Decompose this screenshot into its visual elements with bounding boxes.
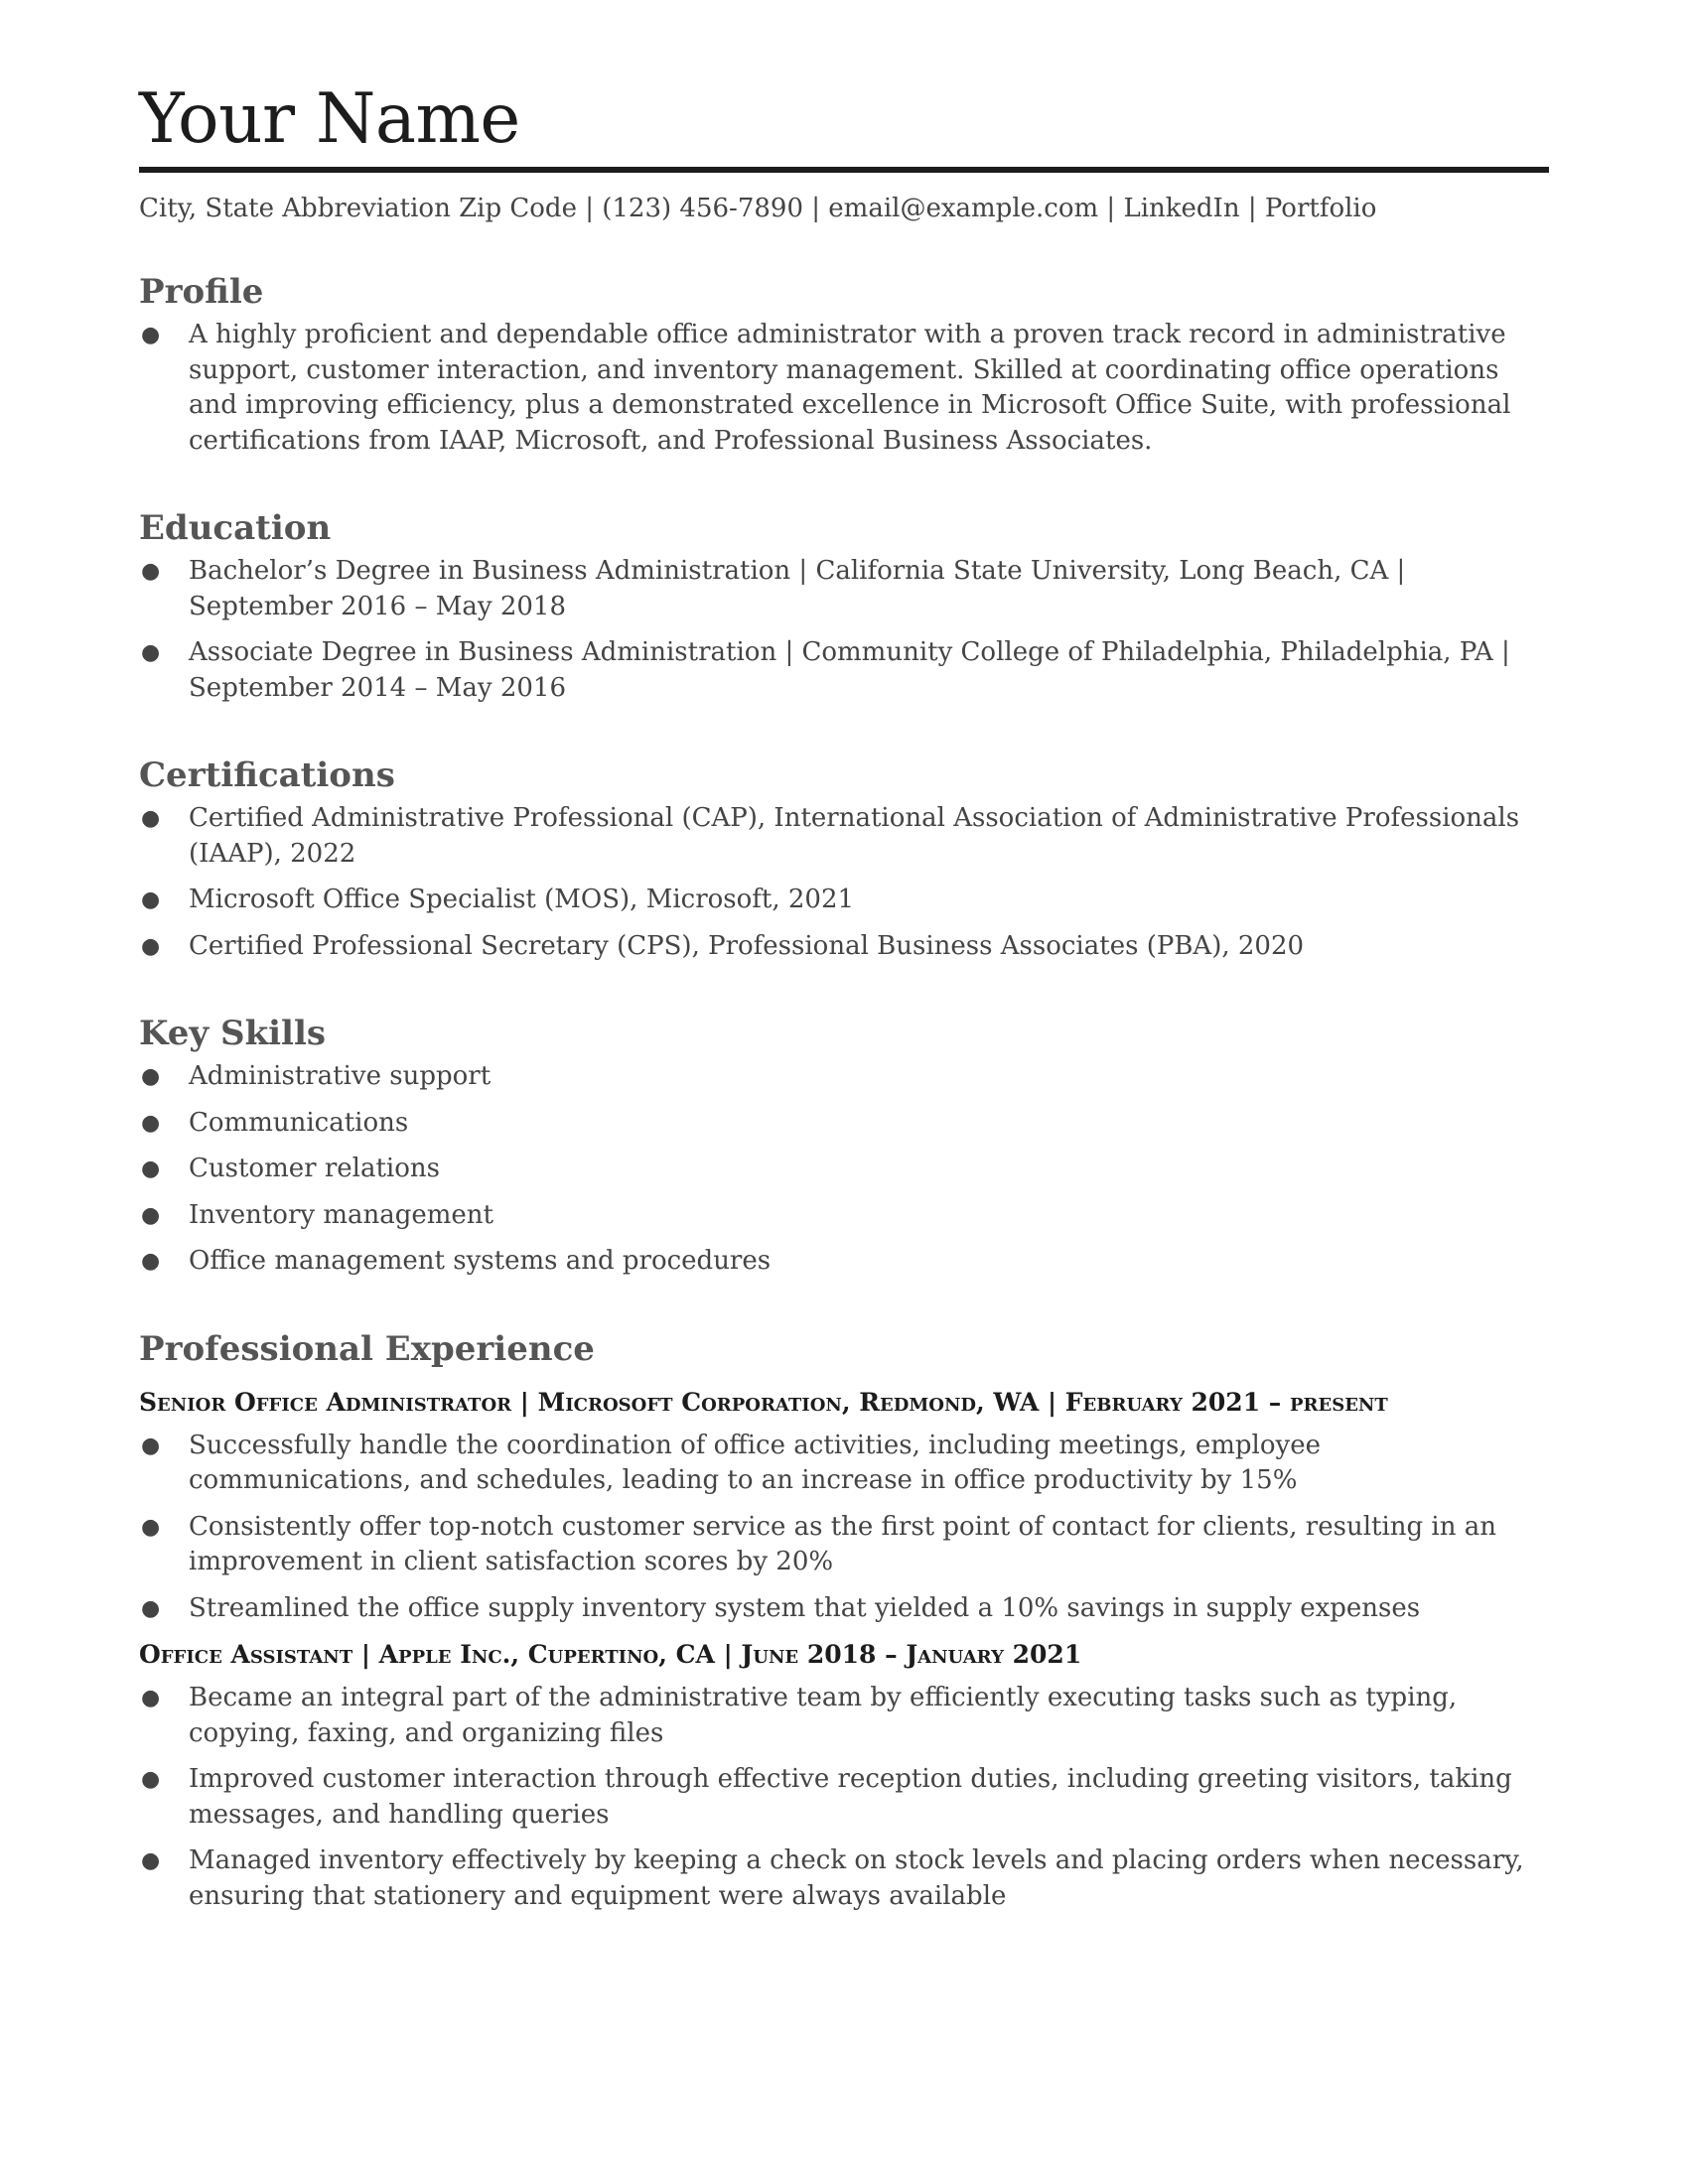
list-item-text: Associate Degree in Business Administration | Community College of Philadelphia, Philadelphia, PA | September 2014 – May 2016 [189, 637, 1510, 703]
job-heading: Office Assistant | Apple Inc., Cupertino, CA | June 2018 – January 2021 [139, 1640, 1082, 1669]
list-item-text: Successfully handle the coordination of office activities, including meetings, employee communications, and schedules, leading to an increase in office productivity by 15% [189, 1430, 1321, 1495]
bullet-icon: ● [141, 1595, 161, 1621]
list-item [139, 1152, 1549, 1187]
section-title-education: Education [139, 508, 332, 548]
education-list [139, 554, 1549, 706]
list-item [139, 1106, 1549, 1142]
bullet-icon: ● [141, 1110, 161, 1136]
skills-list [139, 1059, 1549, 1280]
experience-section [139, 1327, 1549, 1915]
bullet-icon: ● [141, 1848, 161, 1873]
list-item [139, 801, 1549, 872]
profile-section [139, 270, 1549, 459]
list-item-text: Customer relations [189, 1154, 440, 1183]
section-title-profile: Profile [139, 272, 264, 312]
bullet-icon: ● [141, 1064, 161, 1089]
list-item-text: Consistently offer top-notch customer service as the first point of contact for clients, resulting in an improvement in client satisfaction scores by 20% [189, 1511, 1496, 1576]
bullet-icon: ● [141, 323, 161, 347]
list-item-text: Communications [189, 1107, 409, 1138]
job-achievements-list [139, 1681, 1549, 1914]
job-entry [139, 1385, 1549, 1627]
list-item-text: Microsoft Office Specialist (MOS), Microsoft, 2021 [189, 885, 855, 914]
list-item-text: Office management systems and procedures [189, 1246, 772, 1276]
job-entry [139, 1637, 1549, 1914]
list-item [139, 1059, 1549, 1095]
header-rule [139, 167, 1549, 173]
bullet-icon: ● [141, 1249, 161, 1274]
job-achievements-list [139, 1429, 1549, 1627]
bullet-icon: ● [141, 640, 161, 665]
list-item-text: Certified Professional Secretary (CPS), Professional Business Associates (PBA), 2020 [189, 930, 1305, 961]
bullet-icon: ● [141, 1767, 161, 1792]
bullet-icon: ● [141, 1157, 161, 1181]
skills-section [139, 1012, 1549, 1280]
list-item [139, 318, 1549, 459]
list-item [139, 1429, 1549, 1499]
section-title-skills: Key Skills [139, 1014, 327, 1053]
bullet-icon: ● [141, 933, 161, 959]
bullet-icon: ● [141, 1514, 161, 1540]
list-item-text: Improved customer interaction through effective reception duties, including greeting visitors, taking messages, and handling queries [189, 1764, 1512, 1830]
list-item [139, 1681, 1549, 1751]
certifications-section [139, 753, 1549, 964]
bullet-icon: ● [141, 559, 161, 584]
candidate-name: Your Name [139, 79, 520, 159]
section-title-experience: Professional Experience [139, 1328, 595, 1369]
list-item-text: Administrative support [189, 1061, 492, 1091]
list-item-text: A highly proficient and dependable office administrator with a proven track record in administrative support, customer interaction, and inventory management. Skilled at coordinating office operations and improving efficiency, plus a demonstrated excellence in Microsoft Office Suite, with professional certifications from IAAP, Microsoft, and Professional Business Associates. [189, 320, 1511, 456]
list-item-text: Inventory management [189, 1199, 493, 1230]
list-item-text: Managed inventory effectively by keeping a check on stock levels and placing orders when necessary, ensuring that stationery and equipment were always available [189, 1845, 1524, 1911]
section-title-certifications: Certifications [139, 755, 395, 795]
list-item [139, 1198, 1549, 1234]
bullet-icon: ● [141, 887, 161, 912]
bullet-icon: ● [141, 1433, 161, 1458]
list-item [139, 635, 1549, 706]
list-item-text: Bachelor’s Degree in Business Administration | California State University, Long Beach, CA | September 2016 – May 2018 [189, 556, 1406, 621]
list-item-text: Streamlined the office supply inventory system that yielded a 10% savings in supply expenses [189, 1592, 1421, 1623]
list-item [139, 1510, 1549, 1580]
list-item [139, 1591, 1549, 1627]
profile-list [139, 318, 1549, 459]
job-heading: Senior Office Administrator | Microsoft Corporation, Redmond, WA | February 2021 – present [139, 1387, 1388, 1417]
list-item [139, 1843, 1549, 1914]
list-item-text: Certified Administrative Professional (CAP), International Association of Administrative Professionals (IAAP), 2022 [189, 803, 1520, 869]
education-section [139, 506, 1549, 706]
contact-line: City, State Abbreviation Zip Code | (123) 456-7890 | email@example.com | LinkedIn | Portfolio [139, 194, 1377, 223]
list-item [139, 883, 1549, 918]
list-item-text: Became an integral part of the administrative team by efficiently executing tasks such as typing, copying, faxing, and organizing files [189, 1683, 1458, 1748]
list-item [139, 929, 1549, 965]
list-item [139, 1762, 1549, 1833]
bullet-icon: ● [141, 806, 161, 831]
bullet-icon: ● [141, 1202, 161, 1228]
list-item [139, 1244, 1549, 1280]
certifications-list [139, 801, 1549, 964]
list-item [139, 554, 1549, 624]
resume-page [139, 77, 1549, 1925]
bullet-icon: ● [141, 1686, 161, 1710]
